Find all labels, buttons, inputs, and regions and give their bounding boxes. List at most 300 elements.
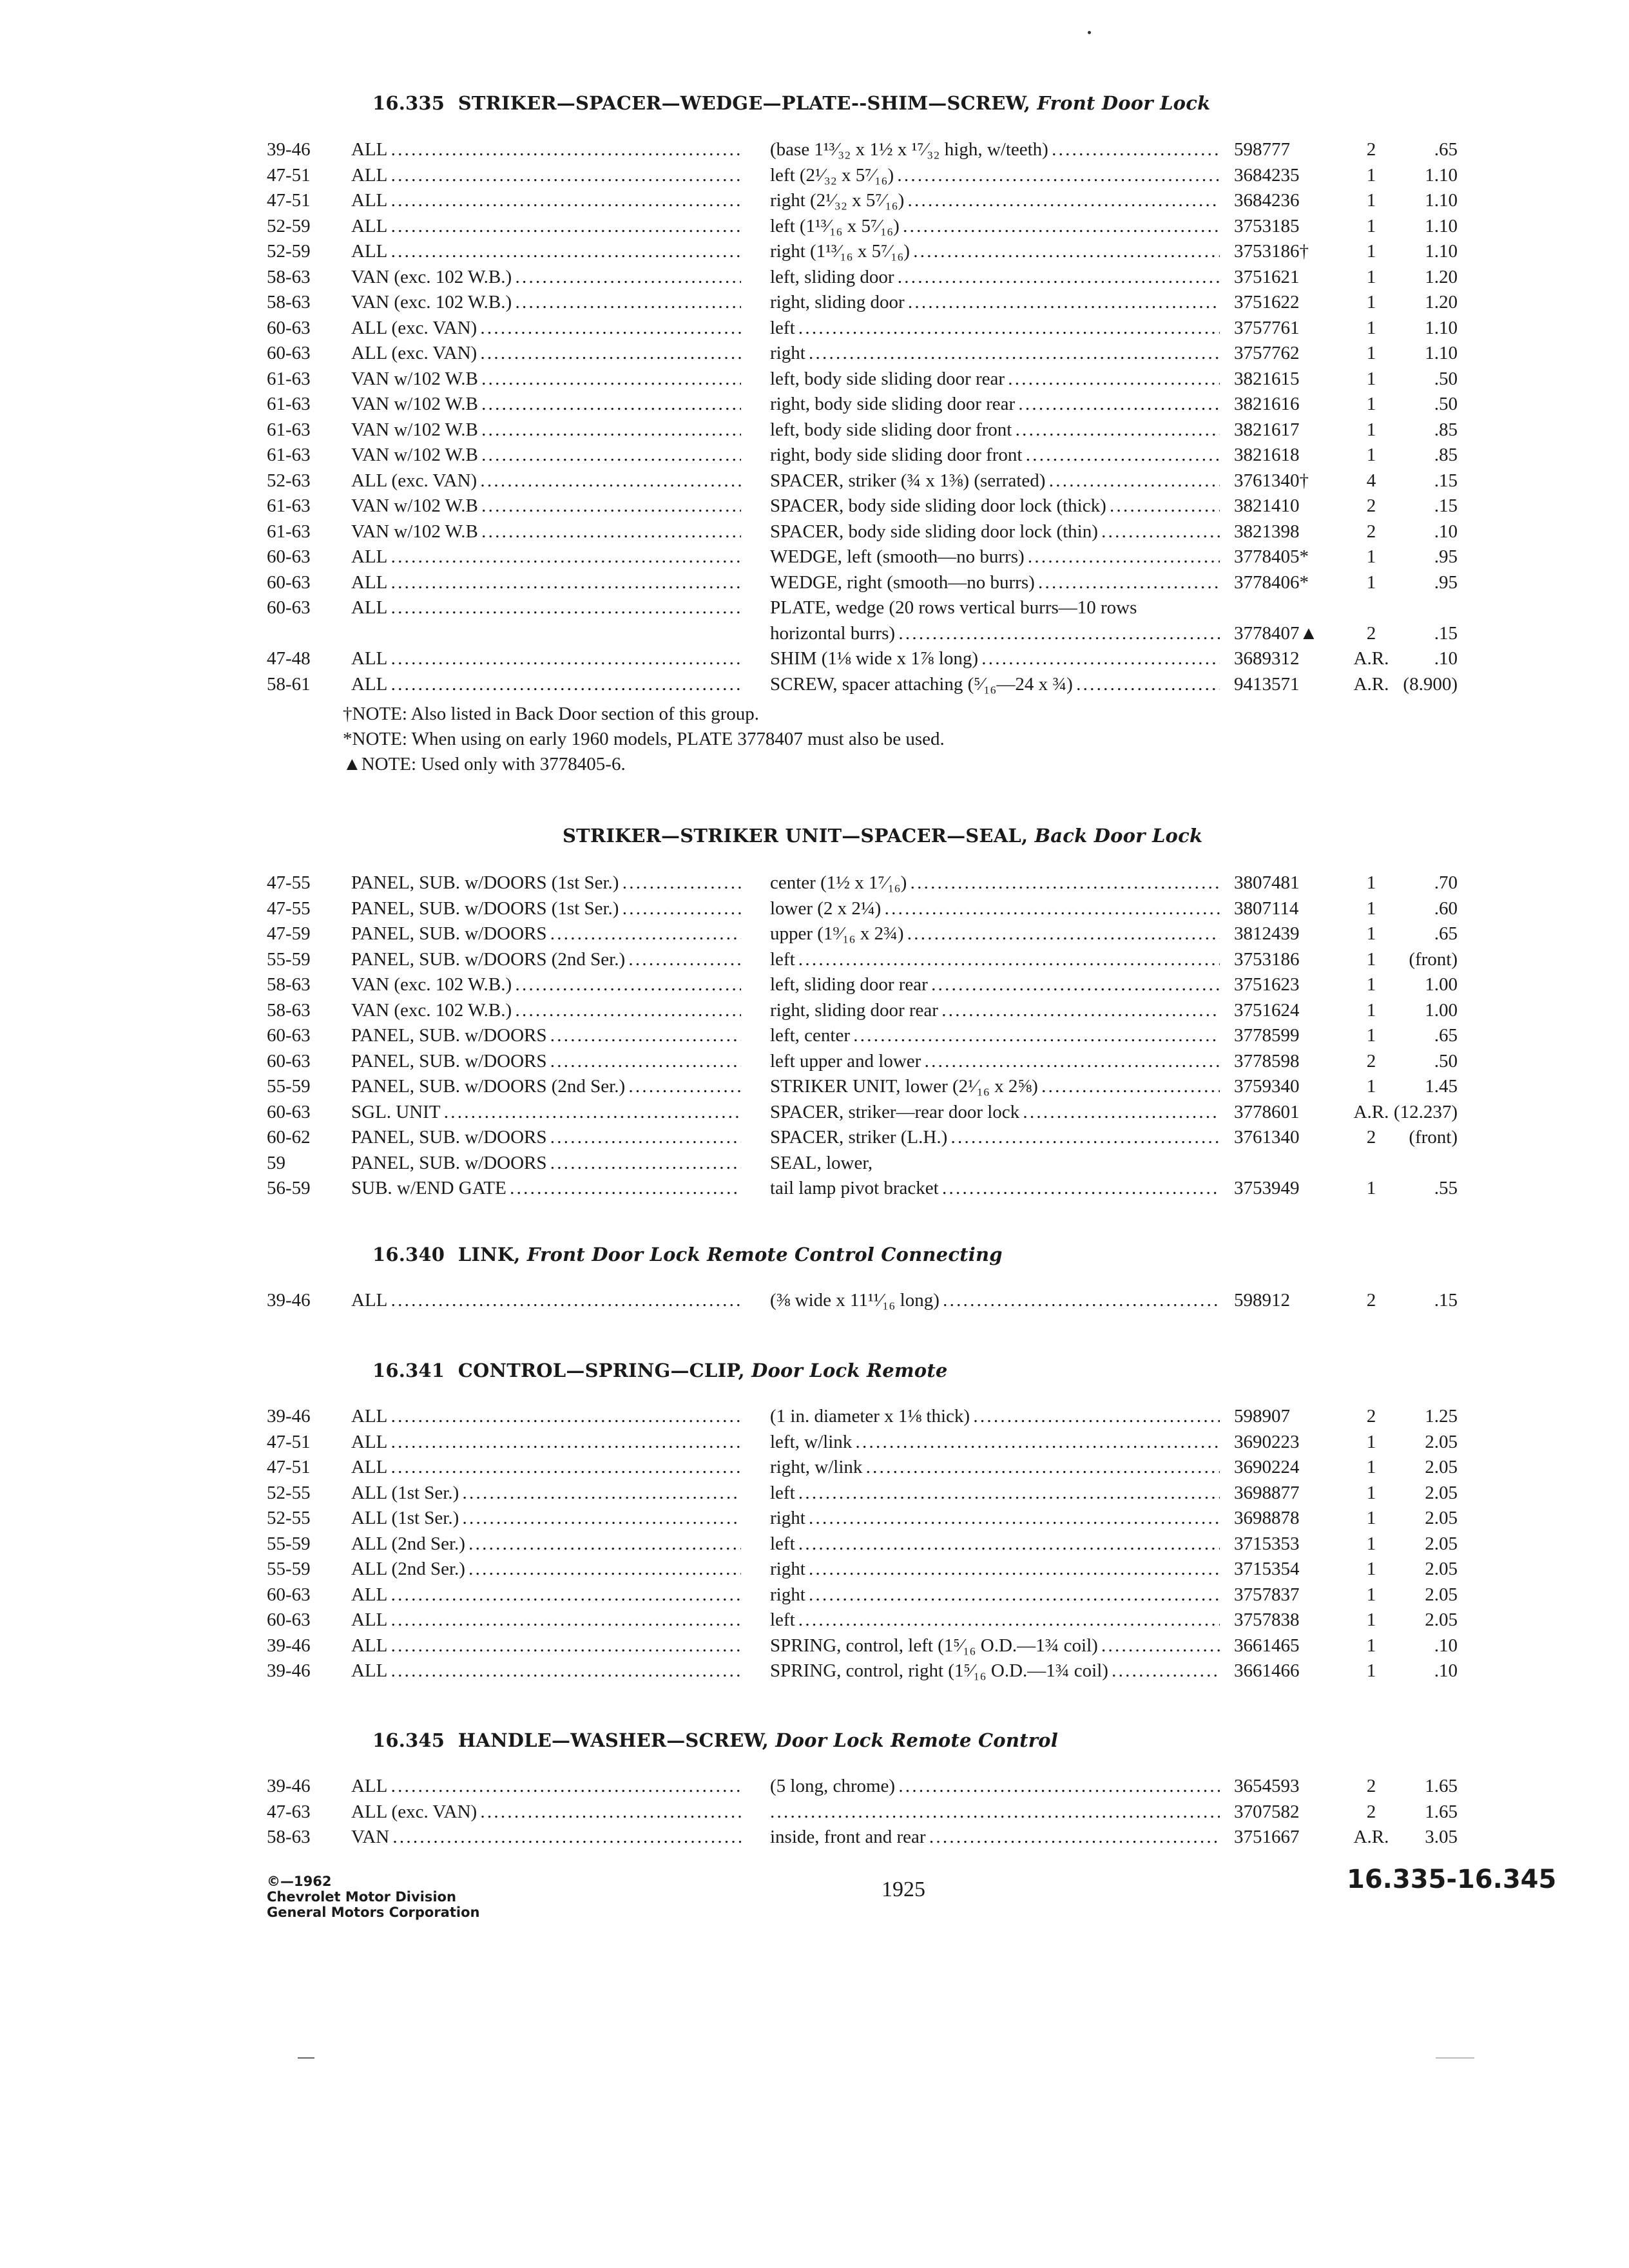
model-cell: ALL . . . (351, 595, 741, 620)
description-cell: left, body side sliding door rear . . . (770, 366, 1220, 392)
scan-mark (298, 2057, 314, 2059)
table-row (0, 1287, 1629, 1313)
table-row (0, 921, 1629, 947)
section-title-sub: Door Lock Remote Control (775, 1729, 1058, 1751)
part-number: 3751623 (1234, 974, 1300, 995)
year-range: 52-63 (267, 470, 311, 491)
year-range: 60-63 (267, 597, 311, 618)
model-cell: PANEL, SUB. w/DOORS (1st Ser.) . . . (351, 896, 741, 921)
description-cell: left, center . . . (770, 1023, 1220, 1048)
price: .70 (1434, 872, 1458, 893)
part-number: 3690224 (1234, 1457, 1300, 1477)
quantity: 1 (1366, 1660, 1376, 1681)
table-row (0, 870, 1629, 896)
part-number: 3661465 (1234, 1635, 1300, 1656)
year-range: 55-59 (267, 1076, 311, 1097)
year-range: 47-51 (267, 164, 311, 186)
model-cell: ALL (1st Ser.) . . . (351, 1480, 741, 1506)
section-number: 16.341 (372, 1360, 445, 1381)
quantity: 1 (1366, 1610, 1376, 1630)
price: .85 (1434, 445, 1458, 465)
part-number: 3715354 (1234, 1559, 1300, 1579)
scan-mark (1436, 2057, 1474, 2059)
part-number: 3821616 (1234, 394, 1300, 414)
quantity: 1 (1366, 266, 1376, 287)
model-cell: ALL . . . (351, 1773, 741, 1799)
model-cell: ALL . . . (351, 1607, 741, 1633)
section-heading-16-345 (372, 1729, 1058, 1751)
model-cell: VAN (exc. 102 W.B.) . . . (351, 289, 741, 315)
year-range: 60-63 (267, 1025, 311, 1046)
model-cell: ALL . . . (351, 162, 741, 188)
table-row (0, 1048, 1629, 1074)
year-range: 61-63 (267, 445, 311, 465)
year-range: 52-59 (267, 241, 311, 262)
part-number: 598907 (1234, 1406, 1290, 1427)
table-row (0, 1480, 1629, 1506)
table-row (0, 570, 1629, 595)
price: .65 (1434, 139, 1458, 160)
price: .50 (1434, 368, 1458, 389)
price: (12.237) (1393, 1101, 1458, 1122)
note-asterisk: *NOTE: When using on early 1960 models, PLATE 3778407 must also be used. (343, 729, 945, 749)
section-range: 16.335-16.345 (1347, 1865, 1557, 1894)
price: 1.10 (1425, 215, 1458, 236)
model-cell: SGL. UNIT . . . (351, 1099, 741, 1125)
year-range: 61-63 (267, 495, 311, 516)
table-row (0, 1556, 1629, 1582)
description-cell: left . . . (770, 1480, 1220, 1506)
year-range: 61-63 (267, 419, 311, 440)
page-number: 1925 (882, 1878, 925, 1901)
table-row (0, 947, 1629, 972)
table-row (0, 620, 1629, 646)
quantity: 2 (1366, 1776, 1376, 1796)
price: .15 (1434, 495, 1458, 516)
section-title-sub: Front Door Lock Remote Control Connecting (526, 1244, 1003, 1265)
model-cell: ALL . . . (351, 1403, 741, 1429)
description-cell: inside, front and rear . . . (770, 1824, 1220, 1850)
description-cell: (⅜ wide x 11¹¹⁄₁₆ long) . . . (770, 1287, 1220, 1313)
year-range: 60-63 (267, 1584, 311, 1605)
year-range: 55-59 (267, 948, 311, 970)
description-cell: right . . . (770, 340, 1220, 366)
year-range: 47-63 (267, 1801, 311, 1822)
part-number: 3684236 (1234, 190, 1300, 211)
price: 2.05 (1425, 1457, 1458, 1477)
table-row (0, 1824, 1629, 1850)
quantity: 2 (1366, 1127, 1376, 1148)
table-row (0, 646, 1629, 671)
quantity: 1 (1366, 445, 1376, 465)
year-range: 61-63 (267, 394, 311, 414)
description-cell: (5 long, chrome) . . . (770, 1773, 1220, 1799)
year-range: 55-59 (267, 1559, 311, 1579)
section-title-sub: Back Door Lock (1034, 825, 1203, 847)
year-range: 47-59 (267, 923, 311, 944)
table-row (0, 1799, 1629, 1825)
quantity: 1 (1366, 292, 1376, 312)
model-cell: VAN w/102 W.B . . . (351, 519, 741, 544)
part-number: 3751621 (1234, 266, 1300, 287)
year-range: 60-63 (267, 1050, 311, 1072)
footer-credits (267, 1874, 479, 1920)
quantity: 2 (1366, 139, 1376, 160)
model-cell: VAN w/102 W.B . . . (351, 417, 741, 443)
year-range: 39-46 (267, 1776, 311, 1796)
year-range: 60-63 (267, 1101, 311, 1122)
year-range: 52-55 (267, 1508, 311, 1528)
description-cell: SPACER, striker (¾ x 1⅜) (serrated) . . . (770, 468, 1220, 494)
year-range: 47-48 (267, 648, 311, 669)
part-number: 3689312 (1234, 648, 1300, 669)
part-number: 3778407▲ (1234, 622, 1318, 644)
table-row (0, 1099, 1629, 1125)
year-range: 58-63 (267, 999, 311, 1021)
quantity: 1 (1366, 872, 1376, 893)
price: .60 (1434, 898, 1458, 919)
price: .10 (1434, 1660, 1458, 1681)
note-triangle: ▲NOTE: Used only with 3778405-6. (343, 754, 626, 774)
table-row (0, 1633, 1629, 1658)
year-range: 56-59 (267, 1178, 311, 1198)
quantity: 1 (1366, 1584, 1376, 1605)
quantity: 1 (1366, 1431, 1376, 1452)
model-cell: ALL (2nd Ser.) . . . (351, 1556, 741, 1582)
table-row (0, 1531, 1629, 1557)
quantity: 1 (1366, 1025, 1376, 1046)
description-cell: right, w/link . . . (770, 1454, 1220, 1480)
table-row (0, 1505, 1629, 1531)
model-cell: VAN (exc. 102 W.B.) . . . (351, 264, 741, 290)
part-number: 3778406* (1234, 572, 1309, 593)
price: 2.05 (1425, 1610, 1458, 1630)
price: 2.05 (1425, 1482, 1458, 1503)
description-cell: right, sliding door rear . . . (770, 997, 1220, 1023)
model-cell: ALL . . . (351, 1287, 741, 1313)
section-heading-16-341 (372, 1360, 948, 1381)
section-title-sub: Door Lock Remote (751, 1360, 948, 1381)
model-cell: VAN (exc. 102 W.B.) . . . (351, 972, 741, 997)
section-title-caps: STRIKER—SPACER—WEDGE—PLATE--SHIM—SCREW, (458, 92, 1031, 114)
part-number: 3690223 (1234, 1431, 1300, 1452)
model-cell: ALL (1st Ser.) . . . (351, 1505, 741, 1531)
quantity: 1 (1366, 1457, 1376, 1477)
price: 1.00 (1425, 999, 1458, 1021)
model-cell: VAN . . . (351, 1824, 741, 1850)
part-number: 3684235 (1234, 164, 1300, 186)
division-name: Chevrolet Motor Division (267, 1889, 456, 1905)
price: .55 (1434, 1178, 1458, 1198)
description-cell: right . . . (770, 1505, 1220, 1531)
model-cell: PANEL, SUB. w/DOORS . . . (351, 1150, 741, 1176)
model-cell: ALL . . . (351, 1582, 741, 1608)
model-cell: PANEL, SUB. w/DOORS (1st Ser.) . . . (351, 870, 741, 896)
section-heading-back-door-lock (563, 825, 1202, 847)
year-range: 58-63 (267, 1827, 311, 1847)
table-row (0, 896, 1629, 921)
year-range: 60-63 (267, 572, 311, 593)
description-cell: SPRING, control, left (1⁵⁄₁₆ O.D.—1¾ coil) . . . (770, 1633, 1220, 1658)
quantity: 1 (1366, 1482, 1376, 1503)
model-cell: ALL (exc. VAN) . . . (351, 1799, 741, 1825)
table-row (0, 997, 1629, 1023)
description-cell: lower (2 x 2¼) . . . (770, 896, 1220, 921)
description-cell: WEDGE, left (smooth—no burrs) . . . (770, 544, 1220, 570)
part-number: 3778601 (1234, 1101, 1300, 1122)
quantity: 1 (1366, 572, 1376, 593)
price: 1.10 (1425, 241, 1458, 262)
section-title-caps: STRIKER—STRIKER UNIT—SPACER—SEAL, (563, 825, 1028, 847)
year-range: 60-63 (267, 317, 311, 338)
year-range: 39-46 (267, 1406, 311, 1427)
price: .10 (1434, 648, 1458, 669)
description-cell: right, body side sliding door rear . . . (770, 391, 1220, 417)
description-cell: left, sliding door . . . (770, 264, 1220, 290)
model-cell: ALL . . . (351, 238, 741, 264)
description-cell: left . . . (770, 1531, 1220, 1557)
year-range: 60-63 (267, 546, 311, 567)
quantity: 1 (1366, 164, 1376, 186)
model-cell: ALL . . . (351, 1658, 741, 1684)
model-cell: VAN w/102 W.B . . . (351, 442, 741, 468)
price: 1.45 (1425, 1076, 1458, 1097)
quantity: 1 (1366, 419, 1376, 440)
quantity: 1 (1366, 215, 1376, 236)
year-range: 52-55 (267, 1482, 311, 1503)
model-cell: ALL . . . (351, 646, 741, 671)
table-row (0, 391, 1629, 417)
price: .95 (1434, 546, 1458, 567)
part-number: 598912 (1234, 1290, 1290, 1311)
table-row (0, 1150, 1629, 1176)
price: 1.20 (1425, 292, 1458, 312)
price: 1.65 (1425, 1776, 1458, 1796)
price: 1.65 (1425, 1801, 1458, 1822)
table-row (0, 213, 1629, 239)
table-row (0, 442, 1629, 468)
part-number: 3654593 (1234, 1776, 1300, 1796)
model-cell: ALL . . . (351, 187, 741, 213)
quantity: 1 (1366, 368, 1376, 389)
model-cell: ALL . . . (351, 1454, 741, 1480)
table-row (0, 137, 1629, 162)
table-row (0, 1124, 1629, 1150)
part-number: 3821410 (1234, 495, 1300, 516)
description-cell: horizontal burrs) . . . (770, 620, 1220, 646)
part-number: 3715353 (1234, 1533, 1300, 1554)
part-number: 3807114 (1234, 898, 1299, 919)
description-cell: SPACER, body side sliding door lock (thin) . . . (770, 519, 1220, 544)
year-range: 61-63 (267, 368, 311, 389)
table-row (0, 1454, 1629, 1480)
price: .50 (1434, 1050, 1458, 1072)
section-heading-16-340 (372, 1244, 1003, 1265)
description-cell: upper (1⁹⁄₁₆ x 2¾) . . . (770, 921, 1220, 947)
part-number: 3759340 (1234, 1076, 1300, 1097)
description-cell: SCREW, spacer attaching (⁵⁄₁₆—24 x ¾) . . . (770, 671, 1220, 697)
table-row (0, 187, 1629, 213)
note-dagger: †NOTE: Also listed in Back Door section of this group. (343, 704, 759, 724)
table-row (0, 238, 1629, 264)
part-number: 3761340 (1234, 1127, 1300, 1148)
part-number: 3807481 (1234, 872, 1300, 893)
description-cell: SPRING, control, right (1⁵⁄₁₆ O.D.—1¾ coil) . . . (770, 1658, 1220, 1684)
price: (front) (1409, 948, 1458, 970)
speck-mark (1088, 31, 1091, 34)
table-row (0, 315, 1629, 341)
quantity: 1 (1366, 974, 1376, 995)
price: .85 (1434, 419, 1458, 440)
year-range: 39-46 (267, 139, 311, 160)
year-range: 52-59 (267, 215, 311, 236)
year-range: 60-63 (267, 1610, 311, 1630)
model-cell: PANEL, SUB. w/DOORS (2nd Ser.) . . . (351, 947, 741, 972)
quantity: 1 (1366, 898, 1376, 919)
quantity: 2 (1366, 1801, 1376, 1822)
price: 2.05 (1425, 1584, 1458, 1605)
part-number: 3821617 (1234, 419, 1300, 440)
price: .15 (1434, 622, 1458, 644)
model-cell: ALL (2nd Ser.) . . . (351, 1531, 741, 1557)
year-range: 61-63 (267, 521, 311, 542)
year-range: 58-63 (267, 974, 311, 995)
part-number: 3698878 (1234, 1508, 1300, 1528)
price: 1.10 (1425, 343, 1458, 363)
price: 2.05 (1425, 1559, 1458, 1579)
description-cell: left, sliding door rear . . . (770, 972, 1220, 997)
section-heading-16-335 (372, 92, 1210, 114)
year-range: 47-51 (267, 190, 311, 211)
corporation-name: General Motors Corporation (267, 1905, 480, 1920)
quantity: 1 (1366, 394, 1376, 414)
table-row (0, 519, 1629, 544)
description-cell: left (1¹³⁄₁₆ x 5⁷⁄₁₆) . . . (770, 213, 1220, 239)
quantity: A.R. (1353, 1101, 1389, 1122)
price: 2.05 (1425, 1533, 1458, 1554)
part-number: 3751622 (1234, 292, 1300, 312)
table-row (0, 1658, 1629, 1684)
model-cell: ALL . . . (351, 671, 741, 697)
price: 1.20 (1425, 266, 1458, 287)
quantity: A.R. (1353, 648, 1389, 669)
section-title-caps: CONTROL—SPRING—CLIP, (458, 1360, 745, 1381)
model-cell: ALL . . . (351, 544, 741, 570)
year-range: 47-55 (267, 898, 311, 919)
price: .50 (1434, 394, 1458, 414)
price: (8.900) (1403, 673, 1458, 695)
price: 1.10 (1425, 190, 1458, 211)
part-number: 3707582 (1234, 1801, 1300, 1822)
quantity: 2 (1366, 1290, 1376, 1311)
quantity: 1 (1366, 923, 1376, 944)
section-title-caps: HANDLE—WASHER—SCREW, (458, 1729, 769, 1751)
table-row (0, 264, 1629, 290)
price: 3.05 (1425, 1827, 1458, 1847)
quantity: 1 (1366, 190, 1376, 211)
description-cell: SPACER, striker—rear door lock . . . (770, 1099, 1220, 1125)
quantity: A.R. (1353, 673, 1389, 695)
year-range: 47-55 (267, 872, 311, 893)
table-row (0, 544, 1629, 570)
price: .65 (1434, 1025, 1458, 1046)
section-number: 16.345 (372, 1729, 445, 1751)
part-number: 3812439 (1234, 923, 1300, 944)
description-cell: SPACER, striker (L.H.) . . . (770, 1124, 1220, 1150)
part-number: 3753186 (1234, 948, 1300, 970)
description-cell: right (2¹⁄₃₂ x 5⁷⁄₁₆) . . . (770, 187, 1220, 213)
description-cell: left upper and lower . . . (770, 1048, 1220, 1074)
price: 2.05 (1425, 1508, 1458, 1528)
quantity: 1 (1366, 1178, 1376, 1198)
model-cell: PANEL, SUB. w/DOORS . . . (351, 1048, 741, 1074)
part-number: 3757837 (1234, 1584, 1300, 1605)
description-cell: left, w/link . . . (770, 1429, 1220, 1455)
table-row (0, 366, 1629, 392)
description-cell: WEDGE, right (smooth—no burrs) . . . (770, 570, 1220, 595)
price: 1.00 (1425, 974, 1458, 995)
part-number: 598777 (1234, 139, 1290, 160)
quantity: 2 (1366, 1406, 1376, 1427)
table-row (0, 162, 1629, 188)
part-number: 3698877 (1234, 1482, 1300, 1503)
description-cell: (1 in. diameter x 1⅛ thick) . . . (770, 1403, 1220, 1429)
part-number: 3778405* (1234, 546, 1309, 567)
description-cell: right, sliding door . . . (770, 289, 1220, 315)
table-row (0, 417, 1629, 443)
model-cell: ALL . . . (351, 137, 741, 162)
model-cell: VAN w/102 W.B . . . (351, 493, 741, 519)
table-row (0, 289, 1629, 315)
part-number: 3753185 (1234, 215, 1300, 236)
price: .10 (1434, 1635, 1458, 1656)
table-row (0, 972, 1629, 997)
table-row (0, 1023, 1629, 1048)
description-cell: SHIM (1⅛ wide x 1⅞ long) . . . (770, 646, 1220, 671)
quantity: 1 (1366, 317, 1376, 338)
year-range: 58-63 (267, 292, 311, 312)
price: (front) (1409, 1127, 1458, 1148)
section-title-caps: LINK, (458, 1244, 521, 1265)
quantity: 1 (1366, 1635, 1376, 1656)
price: .95 (1434, 572, 1458, 593)
part-number: 3753949 (1234, 1178, 1300, 1198)
table-row (0, 1429, 1629, 1455)
copyright: ©—1962 (267, 1874, 332, 1889)
description-cell: right, body side sliding door front . . . (770, 442, 1220, 468)
quantity: 1 (1366, 241, 1376, 262)
year-range: 60-62 (267, 1127, 311, 1148)
part-number: 3821615 (1234, 368, 1300, 389)
model-cell: VAN (exc. 102 W.B.) . . . (351, 997, 741, 1023)
part-number: 3757762 (1234, 343, 1300, 363)
description-cell: left . . . (770, 947, 1220, 972)
table-row (0, 493, 1629, 519)
table-row (0, 1403, 1629, 1429)
quantity: 2 (1366, 495, 1376, 516)
quantity: 1 (1366, 546, 1376, 567)
table-row (0, 340, 1629, 366)
part-number: 3761340† (1234, 470, 1309, 491)
price: 1.25 (1425, 1406, 1458, 1427)
part-number: 3821618 (1234, 445, 1300, 465)
quantity: 1 (1366, 1508, 1376, 1528)
year-range: 47-51 (267, 1431, 311, 1452)
quantity: 2 (1366, 521, 1376, 542)
model-cell: ALL . . . (351, 1429, 741, 1455)
year-range: 60-63 (267, 343, 311, 363)
quantity: 2 (1366, 622, 1376, 644)
